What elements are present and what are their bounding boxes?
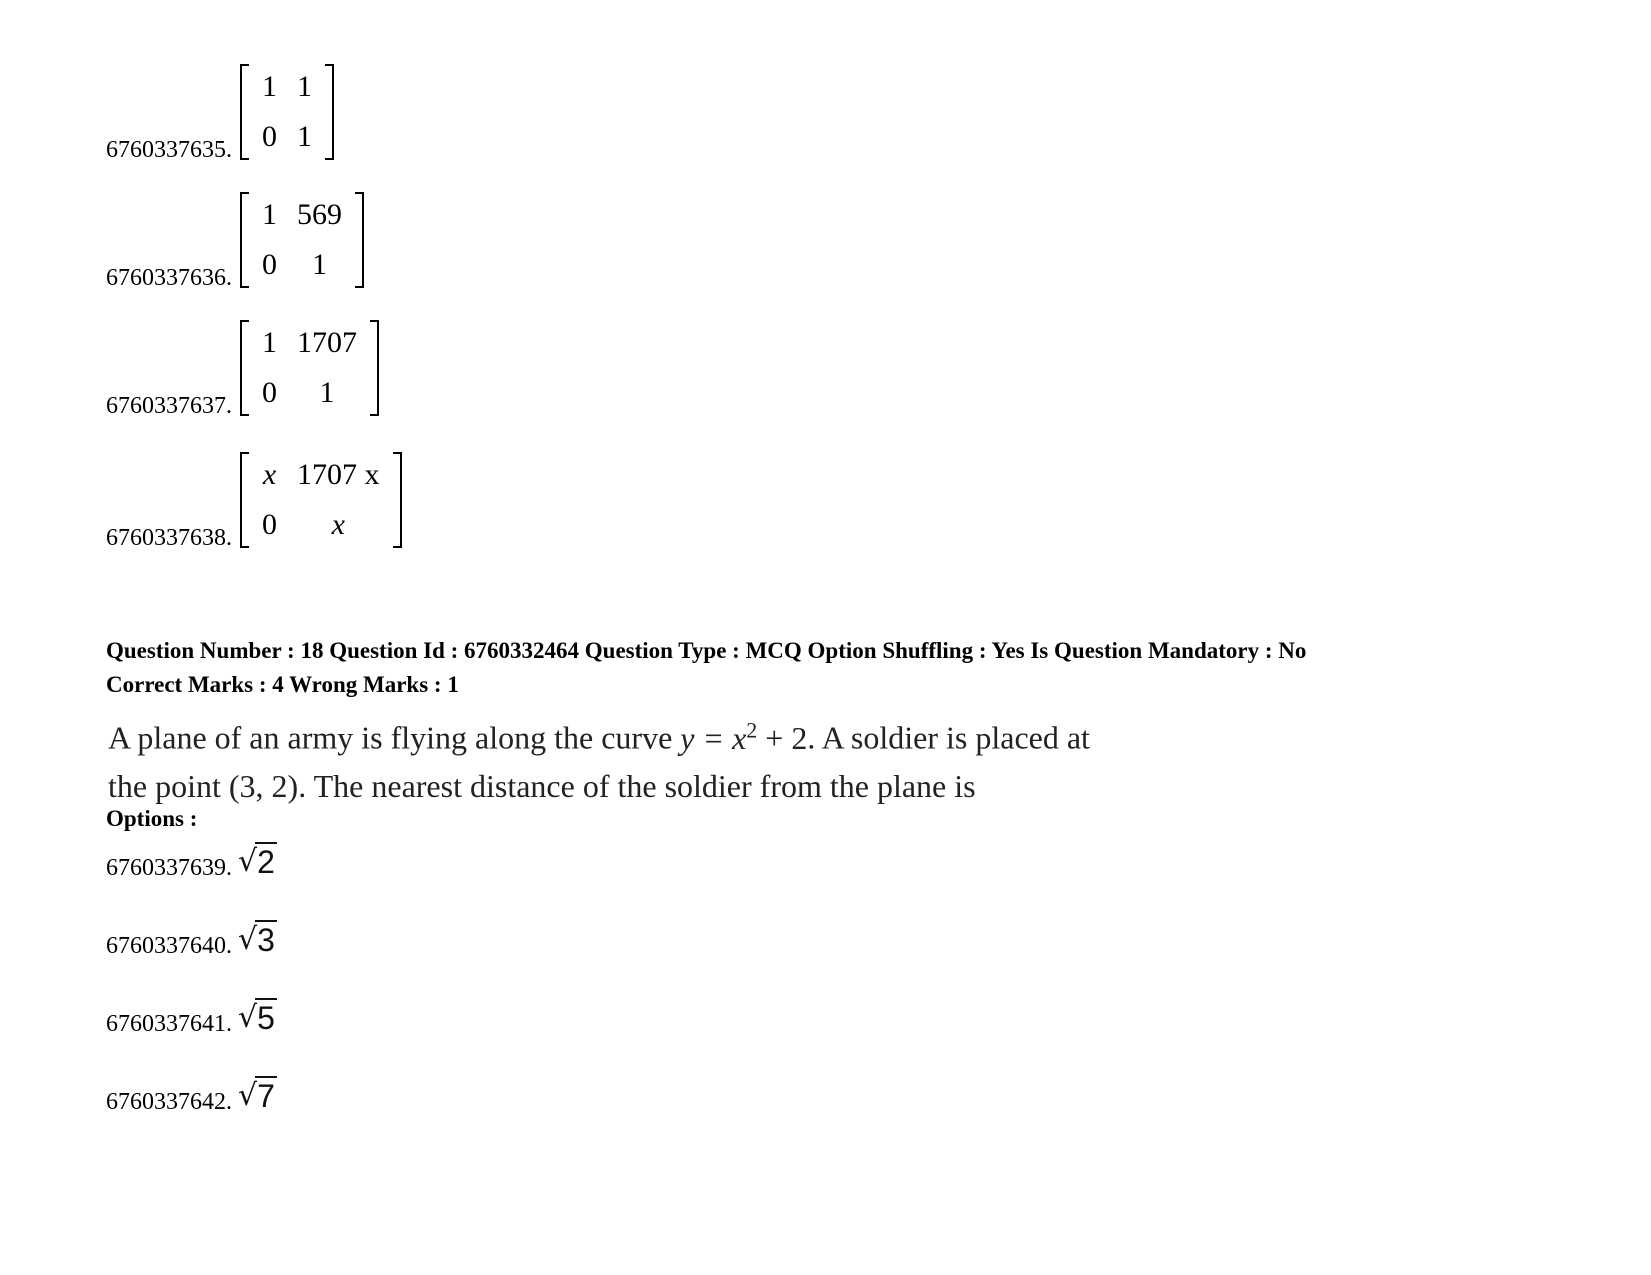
matrix-cell: 0 [262, 248, 277, 281]
question-text-line-2: the point (3, 2). The nearest distance of the soldier from the plane is [108, 767, 976, 804]
radical-sign: √ [238, 922, 258, 957]
sqrt-expression [238, 920, 277, 958]
option-row [106, 62, 336, 162]
option-id: 6760337639. [106, 855, 232, 881]
matrix-cell: 0 [262, 508, 277, 541]
option-id: 6760337641. [106, 1011, 232, 1037]
question-text-part: . A soldier is placed at [807, 719, 1090, 756]
radicand: 7 [257, 1078, 275, 1114]
matrix-cell: x [262, 458, 277, 491]
option-id: 6760337637. [106, 393, 232, 419]
radical-sign: √ [238, 1000, 258, 1035]
matrix-cell: 569 [297, 198, 342, 231]
question-meta-line: Question Number : 18 Question Id : 6760332464 Question Type : MCQ Option Shuffling : Yes Is Question Mandatory : No [106, 638, 1307, 663]
matrix [238, 450, 404, 550]
option-row [106, 318, 381, 418]
option-row [106, 998, 277, 1036]
radical-sign: √ [238, 1078, 258, 1113]
question-text-part: A plane of an army is flying along the curve [108, 719, 681, 756]
matrix-cell: 1 [262, 326, 277, 359]
sqrt-expression [238, 1076, 277, 1114]
sqrt-expression [238, 998, 277, 1036]
option-row [106, 190, 366, 290]
matrix-cell: 1707 x [297, 458, 380, 491]
sqrt-expression [238, 842, 277, 880]
option-id: 6760337638. [106, 525, 232, 551]
question-text [108, 706, 1258, 810]
option-id: 6760337635. [106, 137, 232, 163]
option-id: 6760337636. [106, 265, 232, 291]
option-row [106, 842, 277, 880]
math-expression [680, 717, 808, 756]
matrix [238, 62, 336, 162]
question-header [106, 634, 1536, 702]
math-exponent: 2 [746, 717, 758, 742]
radicand: 5 [257, 1000, 275, 1036]
matrix-cell: 1 [319, 376, 335, 409]
matrix-cell: 1 [262, 70, 277, 103]
radical-sign: √ [238, 844, 258, 879]
option-row [106, 920, 277, 958]
math-lhs: y = x [680, 719, 747, 756]
matrix-cell: 1 [297, 120, 312, 153]
options-label: Options : [106, 806, 198, 831]
matrix-cell: 1 [262, 198, 277, 231]
option-row [106, 1076, 277, 1114]
option-row [106, 450, 404, 550]
option-id: 6760337640. [106, 933, 232, 959]
radicand: 3 [257, 922, 275, 958]
matrix-cell: 0 [262, 376, 277, 409]
radicand: 2 [257, 844, 275, 880]
matrix-cell: 1 [297, 70, 312, 103]
math-rhs: + 2 [757, 719, 808, 756]
matrix [238, 318, 381, 418]
question-text-line-1 [108, 706, 1258, 762]
matrix-cell: 1707 [297, 326, 357, 359]
matrix-cell: 1 [312, 248, 327, 281]
question-marks-line: Correct Marks : 4 Wrong Marks : 1 [106, 672, 459, 697]
option-id: 6760337642. [106, 1089, 232, 1115]
matrix [238, 190, 366, 290]
matrix-cell: x [331, 508, 345, 541]
matrix-cell: 0 [262, 120, 277, 153]
